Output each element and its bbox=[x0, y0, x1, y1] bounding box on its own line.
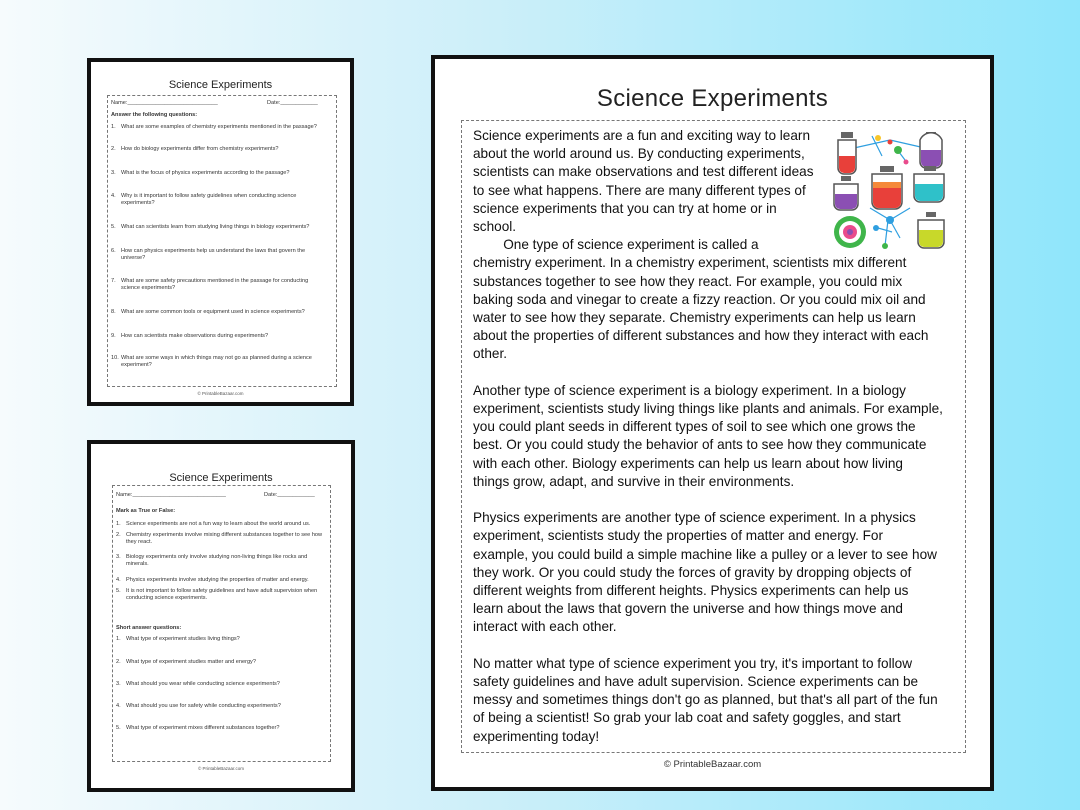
short-answer-item-number: 5. bbox=[116, 725, 121, 731]
true-false-item-text: It is not important to follow safety guidelines and have adult supervision when conducting science experiments. bbox=[126, 588, 318, 601]
chemistry-line: substances together to see how they react. For example, you could mix bbox=[473, 273, 903, 289]
question-item-number: 9. bbox=[111, 333, 116, 339]
question-item-number: 2. bbox=[111, 146, 116, 152]
short-answer-item bbox=[116, 636, 329, 643]
true-false-item bbox=[116, 521, 329, 528]
worksheet-questions-footer: © PrintableBazaar.com bbox=[197, 391, 244, 396]
question-item bbox=[111, 278, 328, 292]
conclusion-line: safety guidelines and have adult supervision. Science experiments can be bbox=[473, 674, 919, 690]
physics-line: learn about the laws that govern the universe and how things move and bbox=[473, 601, 903, 617]
conclusion-line: No matter what type of science experiment you try, it's important to follow bbox=[473, 655, 913, 671]
question-item-number: 8. bbox=[111, 309, 116, 315]
question-item-number: 5. bbox=[111, 224, 116, 230]
paragraph-conclusion bbox=[473, 655, 958, 746]
intro-line: Science experiments are a fun and exciting way to learn bbox=[473, 128, 811, 143]
question-item-text: How can scientists make observations during experiments? bbox=[121, 333, 269, 339]
date-label: Date:____________ bbox=[267, 100, 318, 106]
question-item bbox=[111, 124, 328, 131]
short-answer-item-text: What type of experiment mixes different substances together? bbox=[126, 725, 280, 731]
intro-line: school. bbox=[473, 219, 517, 235]
question-item-text: What are some safety precautions mentioned in the passage for conducting science experiments? bbox=[121, 278, 309, 291]
chemistry-flasks-illustration bbox=[830, 128, 952, 252]
chemistry-line: about the properties of different substances and how they interact with each bbox=[473, 328, 929, 344]
paragraph-physics bbox=[473, 509, 958, 636]
short-answer-heading: Short answer questions: bbox=[116, 625, 182, 631]
short-answer-item-number: 4. bbox=[116, 703, 121, 709]
chemistry-line: One type of science experiment is called a bbox=[473, 237, 759, 253]
true-false-item-text: Science experiments are not a fun way to learn about the world around us. bbox=[126, 521, 311, 527]
question-item-text: What are some examples of chemistry experiments mentioned in the passage? bbox=[121, 124, 317, 130]
question-item-text: How can physics experiments help us understand the laws that govern the universe? bbox=[121, 248, 306, 261]
question-item-number: 7. bbox=[111, 278, 116, 284]
short-answer-item-text: What type of experiment studies living things? bbox=[126, 636, 240, 642]
paragraph-biology bbox=[473, 382, 958, 491]
physics-line: example, you could build a simple machine like a pulley or a lever to see how bbox=[473, 546, 937, 562]
true-false-item-text: Physics experiments involve studying the properties of matter and energy. bbox=[126, 577, 309, 583]
true-false-item-text: Biology experiments only involve studying non-living things like rocks and minerals. bbox=[126, 554, 308, 567]
question-item bbox=[111, 309, 328, 316]
physics-line: interact with each other. bbox=[473, 619, 617, 635]
question-item-text: What can scientists learn from studying living things in biology experiments? bbox=[121, 224, 310, 230]
chemistry-line: baking soda and vinegar to create a fizzy reaction. Or you could mix oil and bbox=[473, 291, 926, 307]
question-item-number: 1. bbox=[111, 124, 116, 130]
biology-line: things grow, adapt, and survive in their environments. bbox=[473, 473, 795, 489]
true-false-item-text: Chemistry experiments involve mixing different substances together to see how they react. bbox=[126, 532, 323, 545]
intro-line: scientists can make observations and test different ideas bbox=[473, 164, 814, 180]
paragraph-chemistry bbox=[473, 236, 958, 363]
biology-line: with each other. Biology experiments can help us learn about how living bbox=[473, 455, 903, 471]
worksheet-true-false-preview bbox=[87, 440, 355, 792]
chemistry-line: water to see how they separate. Chemistry experiments can help us learn bbox=[473, 310, 916, 326]
physics-line: they work. Or you could study the forces of gravity by dropping objects of bbox=[473, 564, 912, 580]
true-false-item bbox=[116, 588, 329, 602]
question-item-text: What are some ways in which things may not go as planned during a science experiment? bbox=[121, 355, 312, 368]
chemistry-line: other. bbox=[473, 346, 508, 362]
short-answer-item bbox=[116, 659, 329, 666]
worksheet-questions-preview bbox=[87, 58, 354, 406]
question-item bbox=[111, 224, 328, 231]
short-answer-item bbox=[116, 681, 329, 688]
short-answer-item-number: 1. bbox=[116, 636, 121, 642]
biology-line: you could plant seeds in different types of soil to see which one grows the bbox=[473, 419, 916, 435]
question-item bbox=[111, 146, 328, 153]
instructions-heading: Answer the following questions: bbox=[111, 112, 198, 118]
true-false-item bbox=[116, 532, 329, 546]
intro-line: science experiments that you can try at home or in bbox=[473, 200, 777, 216]
biology-line: experiment, scientists study living things like plants and animals. For example, bbox=[473, 401, 943, 417]
question-item-text: Why is it important to follow safety guidelines when conducting science experiments? bbox=[121, 193, 297, 206]
short-answer-item bbox=[116, 725, 329, 732]
true-false-item-number: 1. bbox=[116, 521, 121, 527]
question-item-number: 3. bbox=[111, 170, 116, 176]
question-item-text: What are some common tools or equipment used in science experiments? bbox=[121, 309, 305, 315]
true-false-item-number: 2. bbox=[116, 532, 121, 538]
physics-line: experiment, scientists study the properties of matter and energy. For bbox=[473, 528, 884, 544]
date-label: Date:____________ bbox=[264, 492, 315, 498]
question-item bbox=[111, 355, 328, 369]
question-item bbox=[111, 248, 328, 262]
worksheet-questions-title: Science Experiments bbox=[168, 79, 273, 91]
question-item bbox=[111, 193, 328, 207]
short-answer-item-text: What should you wear while conducting science experiments? bbox=[126, 681, 280, 687]
question-item bbox=[111, 170, 328, 177]
question-item-text: How do biology experiments differ from chemistry experiments? bbox=[121, 146, 279, 152]
question-item bbox=[111, 333, 328, 340]
short-answer-item-number: 3. bbox=[116, 681, 121, 687]
intro-line: about the world around us. By conducting experiments, bbox=[473, 146, 805, 162]
short-answer-item bbox=[116, 703, 329, 710]
true-false-item-number: 4. bbox=[116, 577, 121, 583]
chemistry-line: chemistry experiment. In a chemistry experiment, scientists mix different bbox=[473, 255, 907, 271]
true-false-item bbox=[116, 554, 329, 568]
question-item-number: 4. bbox=[111, 193, 116, 199]
worksheet-true-false-footer: © PrintableBazaar.com bbox=[197, 766, 245, 771]
passage-title: Science Experiments bbox=[596, 85, 829, 112]
intro-line: to see what happens. There are many different types of bbox=[473, 182, 806, 198]
name-label: Name:_____________________________ bbox=[111, 100, 218, 106]
name-label: Name:______________________________ bbox=[116, 492, 226, 498]
short-answer-item-number: 2. bbox=[116, 659, 121, 665]
question-item-number: 6. bbox=[111, 248, 116, 254]
true-false-item-number: 3. bbox=[116, 554, 121, 560]
true-false-item-number: 5. bbox=[116, 588, 121, 594]
conclusion-line: experimenting today! bbox=[473, 728, 600, 744]
conclusion-line: of being a scientist! So grab your lab coat and safety goggles, and start bbox=[473, 710, 901, 726]
short-answer-item-text: What should you use for safety while conducting experiments? bbox=[126, 703, 281, 709]
worksheet-true-false-title: Science Experiments bbox=[169, 472, 273, 484]
short-answer-item-text: What type of experiment studies matter and energy? bbox=[126, 659, 256, 665]
biology-line: Another type of science experiment is a biology experiment. In a biology bbox=[473, 382, 906, 398]
physics-line: different weights from different heights. Physics experiments can help us bbox=[473, 583, 909, 599]
question-item-number: 10. bbox=[111, 355, 119, 361]
passage-footer: © PrintableBazaar.com bbox=[663, 759, 762, 770]
true-false-item bbox=[116, 577, 329, 584]
biology-line: best. Or you could study the behavior of ants to see how they communicate bbox=[473, 437, 927, 453]
question-item-text: What is the focus of physics experiments according to the passage? bbox=[121, 170, 290, 176]
physics-line: Physics experiments are another type of science experiment. In a physics bbox=[473, 510, 916, 526]
worksheet-questions-border bbox=[107, 95, 337, 387]
conclusion-line: messy and sometimes things don't go as planned, but that's all part of the fun bbox=[473, 692, 938, 708]
true-false-heading: Mark as True or False: bbox=[116, 508, 176, 514]
